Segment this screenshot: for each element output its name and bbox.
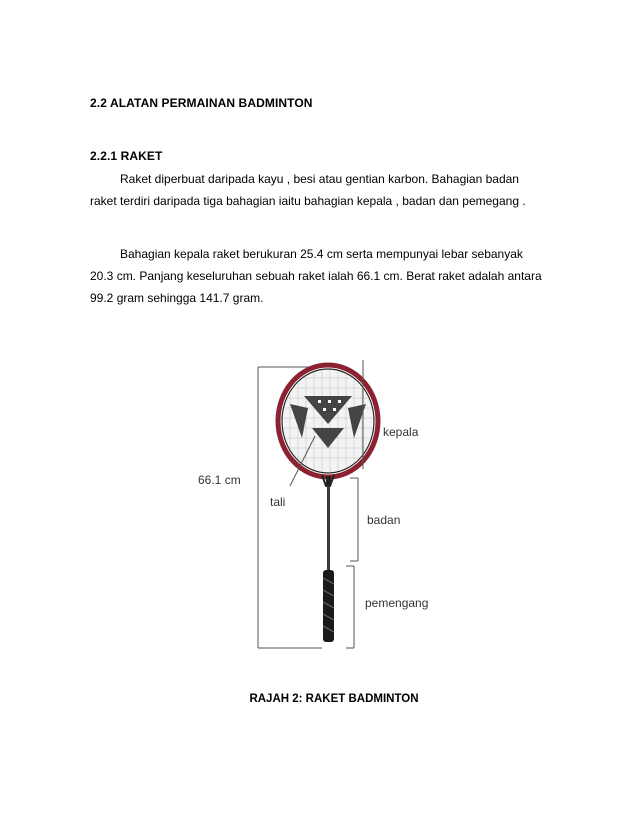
label-badan: badan [367, 513, 401, 527]
paragraph-material: Raket diperbuat daripada kayu , besi atau gentian karbon. Bahagian badan raket terdiri daripada tiga bahagian iaitu bahagian kepala , badan dan pemegang . [90, 172, 526, 208]
racket-figure [150, 358, 490, 658]
label-tali: tali [270, 495, 286, 509]
section-title: 2.2 ALATAN PERMAINAN BADMINTON [90, 96, 313, 110]
figure-caption: RAJAH 2: RAKET BADMINTON [249, 693, 419, 705]
length-label: 66.1 cm [198, 473, 241, 487]
racket-diagram [150, 358, 490, 658]
label-kepala: kepala [383, 425, 419, 439]
racket-shaft [327, 484, 330, 570]
label-pemengang: pemengang [365, 596, 429, 610]
subsection-title: 2.2.1 RAKET [90, 149, 163, 163]
paragraph-dimensions: Bahagian kepala raket berukuran 25.4 cm serta mempunyai lebar sebanyak 20.3 cm. Panjang keseluruhan sebuah raket ialah 66.1 cm. Berat raket adalah antara 99.2 gram sehingga 141.7 gram. [90, 247, 542, 305]
